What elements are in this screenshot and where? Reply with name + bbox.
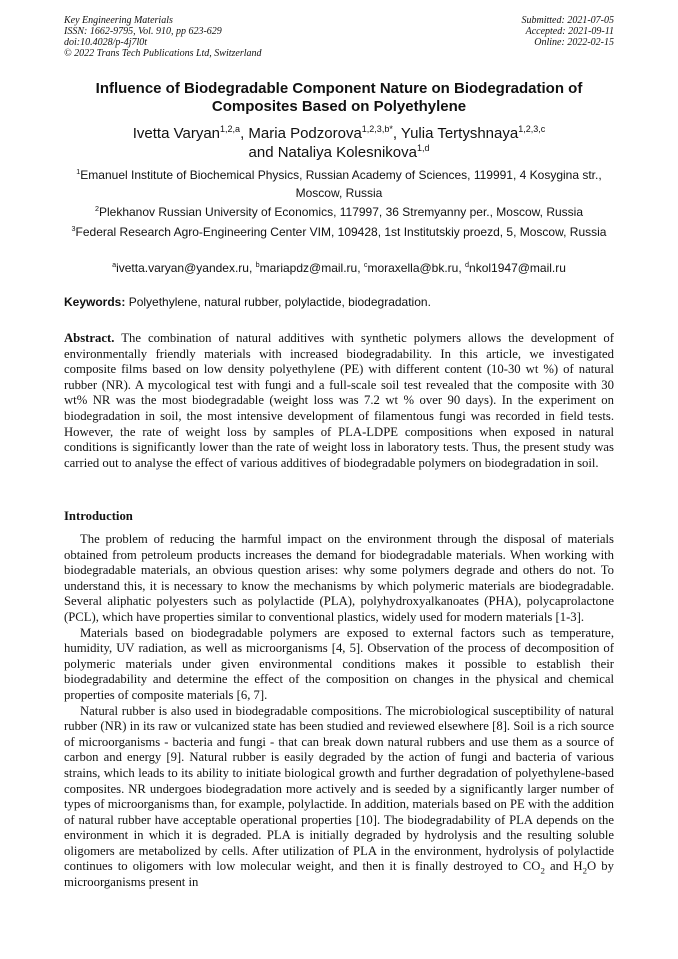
abstract-text: The combination of natural additives with synthetic polymers allows the development of environmentally friendly materials with increased biodegradability. In this article, we investigated composite films based on low density polyethylene (PE) with different content (10-30 wt %) of natural rubber (NR). A mycological test with fungi and a full-scale soil test revealed that the composite with 30 wt% NR was the most biodegradable (weight loss was 7.2 wt % over 90 days). In the experiment on biodegradation in soil, the most intensive development of filamentous fungi was recorded in field tests. However, the rate of weight loss by samples of PLA-LDPE compositions when exposed in natural conditions is significantly lower than the rate of weight loss in laboratory tests. Thus, the present study was carried out to analyse the effect of various additives of biodegradable polymers on biodegradation in soil. <box>64 331 614 470</box>
author-affil-sup: 1,2,a <box>220 124 241 134</box>
subscript: 2 <box>582 866 588 876</box>
author-conjunction: and <box>248 144 274 161</box>
section-heading-introduction: Introduction <box>64 509 133 523</box>
affiliation-number: 1 <box>76 167 81 176</box>
author-affil-sup: 1,2,3,b* <box>361 124 393 134</box>
submission-dates <box>522 15 615 48</box>
email-link[interactable]: ivetta.varyan@yandex.ru, <box>116 261 253 275</box>
email-link[interactable]: nkol1947@mail.ru <box>469 261 566 275</box>
affiliation <box>64 223 614 241</box>
author-name: Ivetta Varyan <box>132 125 221 142</box>
introduction-body <box>64 532 614 891</box>
affiliation-number: 2 <box>94 204 99 213</box>
accepted-date: Accepted: 2021-09-11 <box>525 26 614 37</box>
author-emails <box>64 260 614 276</box>
paragraph-text: Natural rubber is also used in biodegradable compositions. The microbiological susceptibility of natural rubber (NR) in its raw or vulcanized state has been studied and reviewed elsewhere [8]. Soil is a rich source of microorganisms - bacteria and fungi - that can break down natural rubbers and use them as a source of carbon and energy [9]. Natural rubber is easily degraded by the action of fungi and bacteria of various strains, which leads to its ability to initiate biological growth and further degradation of polyethylene-based composites. NR undergoes biodegradation more actively and is seeded by a significantly larger number of types of microorganisms than, for example, polylactide. In addition, materials based on PE with the addition of natural rubber have acceptable operational properties [10]. The biodegradability of PLA depends on the environment in which it is degraded. PLA is initially degraded by hydrolysis and the resulting soluble oligomers are metabolized by cells. After utilization of PLA in the environment, hydrolysis of polylactide continues to oligomers with low molecular weight, and then it is finally destroyed to CO <box>64 703 614 874</box>
email-marker: b <box>255 260 260 269</box>
author-list: Ivetta Varyan$^{1,2,a}$, Maria Podzorova$^{1,2,3,b*}$, Yulia Tertyshnaya$^{1,2,3,c}$ and Nataliya Kolesnikova$^{1,d}$ <box>132 124 546 161</box>
author-name: Yulia Tertyshnaya <box>400 125 519 142</box>
author-affil-sup: 1,d <box>416 143 430 153</box>
journal-copyright: © 2022 Trans Tech Publications Ltd, Switzerland <box>64 48 262 59</box>
affiliation-text: Federal Research Agro-Engineering Center VIM, 109428, 1st Institutskiy proezd, 5, Moscow, Russia <box>75 225 607 239</box>
affiliation <box>64 203 614 221</box>
keywords-text: Polyethylene, natural rubber, polylactide, biodegradation. <box>128 295 431 309</box>
submitted-date: Submitted: 2021-07-05 <box>521 15 614 26</box>
author-name: Maria Podzorova <box>248 125 362 142</box>
online-date: Online: 2022-02-15 <box>534 37 614 48</box>
paragraph: Materials based on biodegradable polymers are exposed to external factors such as temperature, humidity, UV radiation, as well as microorganisms [4, 5]. Observation of the process of decomposition of polymeric materials under given environmental conditions makes it possible to establish their biodegradability and determine the effect of the composition on changes in the physical and chemical properties of composite materials [6, 7]. <box>64 625 614 702</box>
email-link[interactable]: mariapdz@mail.ru, <box>259 261 361 275</box>
journal-doi: doi:10.4028/p-4j7l0t <box>64 37 148 48</box>
paper-title: Influence of Biodegradable Component Nature on Biodegradation of Composites Based on Polyethylene <box>95 80 583 115</box>
paragraph <box>64 704 614 891</box>
paragraph: The problem of reducing the harmful impact on the environment through the disposal of materials obtained from petroleum products increases the demand for biodegradable materials. When working with biodegradable materials, an obvious question arises: why some polymers degrade and others do not. To understand this, it is necessary to know the mechanisms by which polymeric materials are biodegradable. Several aliphatic polyesters such as polylactide (PLA), polyhydroxyalkanoates (PHA), polycaprolactone (PCL), which have properties similar to conventional plastics, widely used for modern materials [1-3]. <box>64 532 614 624</box>
affiliation-number: 3 <box>71 224 76 233</box>
author-name: Nataliya Kolesnikova <box>277 144 417 161</box>
abstract-label: Abstract. <box>64 331 115 345</box>
email-link[interactable]: moraxella@bk.ru, <box>367 261 462 275</box>
email-marker: d <box>465 260 470 269</box>
paragraph-text: and H <box>544 859 583 874</box>
subscript: 2 <box>540 866 545 876</box>
keywords-label: Keywords: <box>64 295 126 309</box>
affiliation <box>64 166 614 202</box>
abstract <box>64 331 614 471</box>
paragraph-text: O by microorganisms present in <box>64 859 614 890</box>
email-marker: c <box>363 260 368 269</box>
journal-name: Key Engineering Materials <box>64 15 173 26</box>
journal-info <box>64 15 262 59</box>
author-affil-sup: 1,2,3,c <box>518 124 546 134</box>
keywords-line <box>64 294 614 310</box>
affiliation-text: Emanuel Institute of Biochemical Physics, Russian Academy of Sciences, 119991, 4 Kosygina str., Moscow, Russia <box>80 168 602 200</box>
journal-issn: ISSN: 1662-9795, Vol. 910, pp 623-629 <box>64 26 222 37</box>
affiliation-text: Plekhanov Russian University of Economics, 117997, 36 Stremyanny per., Moscow, Russia <box>98 205 583 219</box>
email-marker: a <box>112 260 117 269</box>
